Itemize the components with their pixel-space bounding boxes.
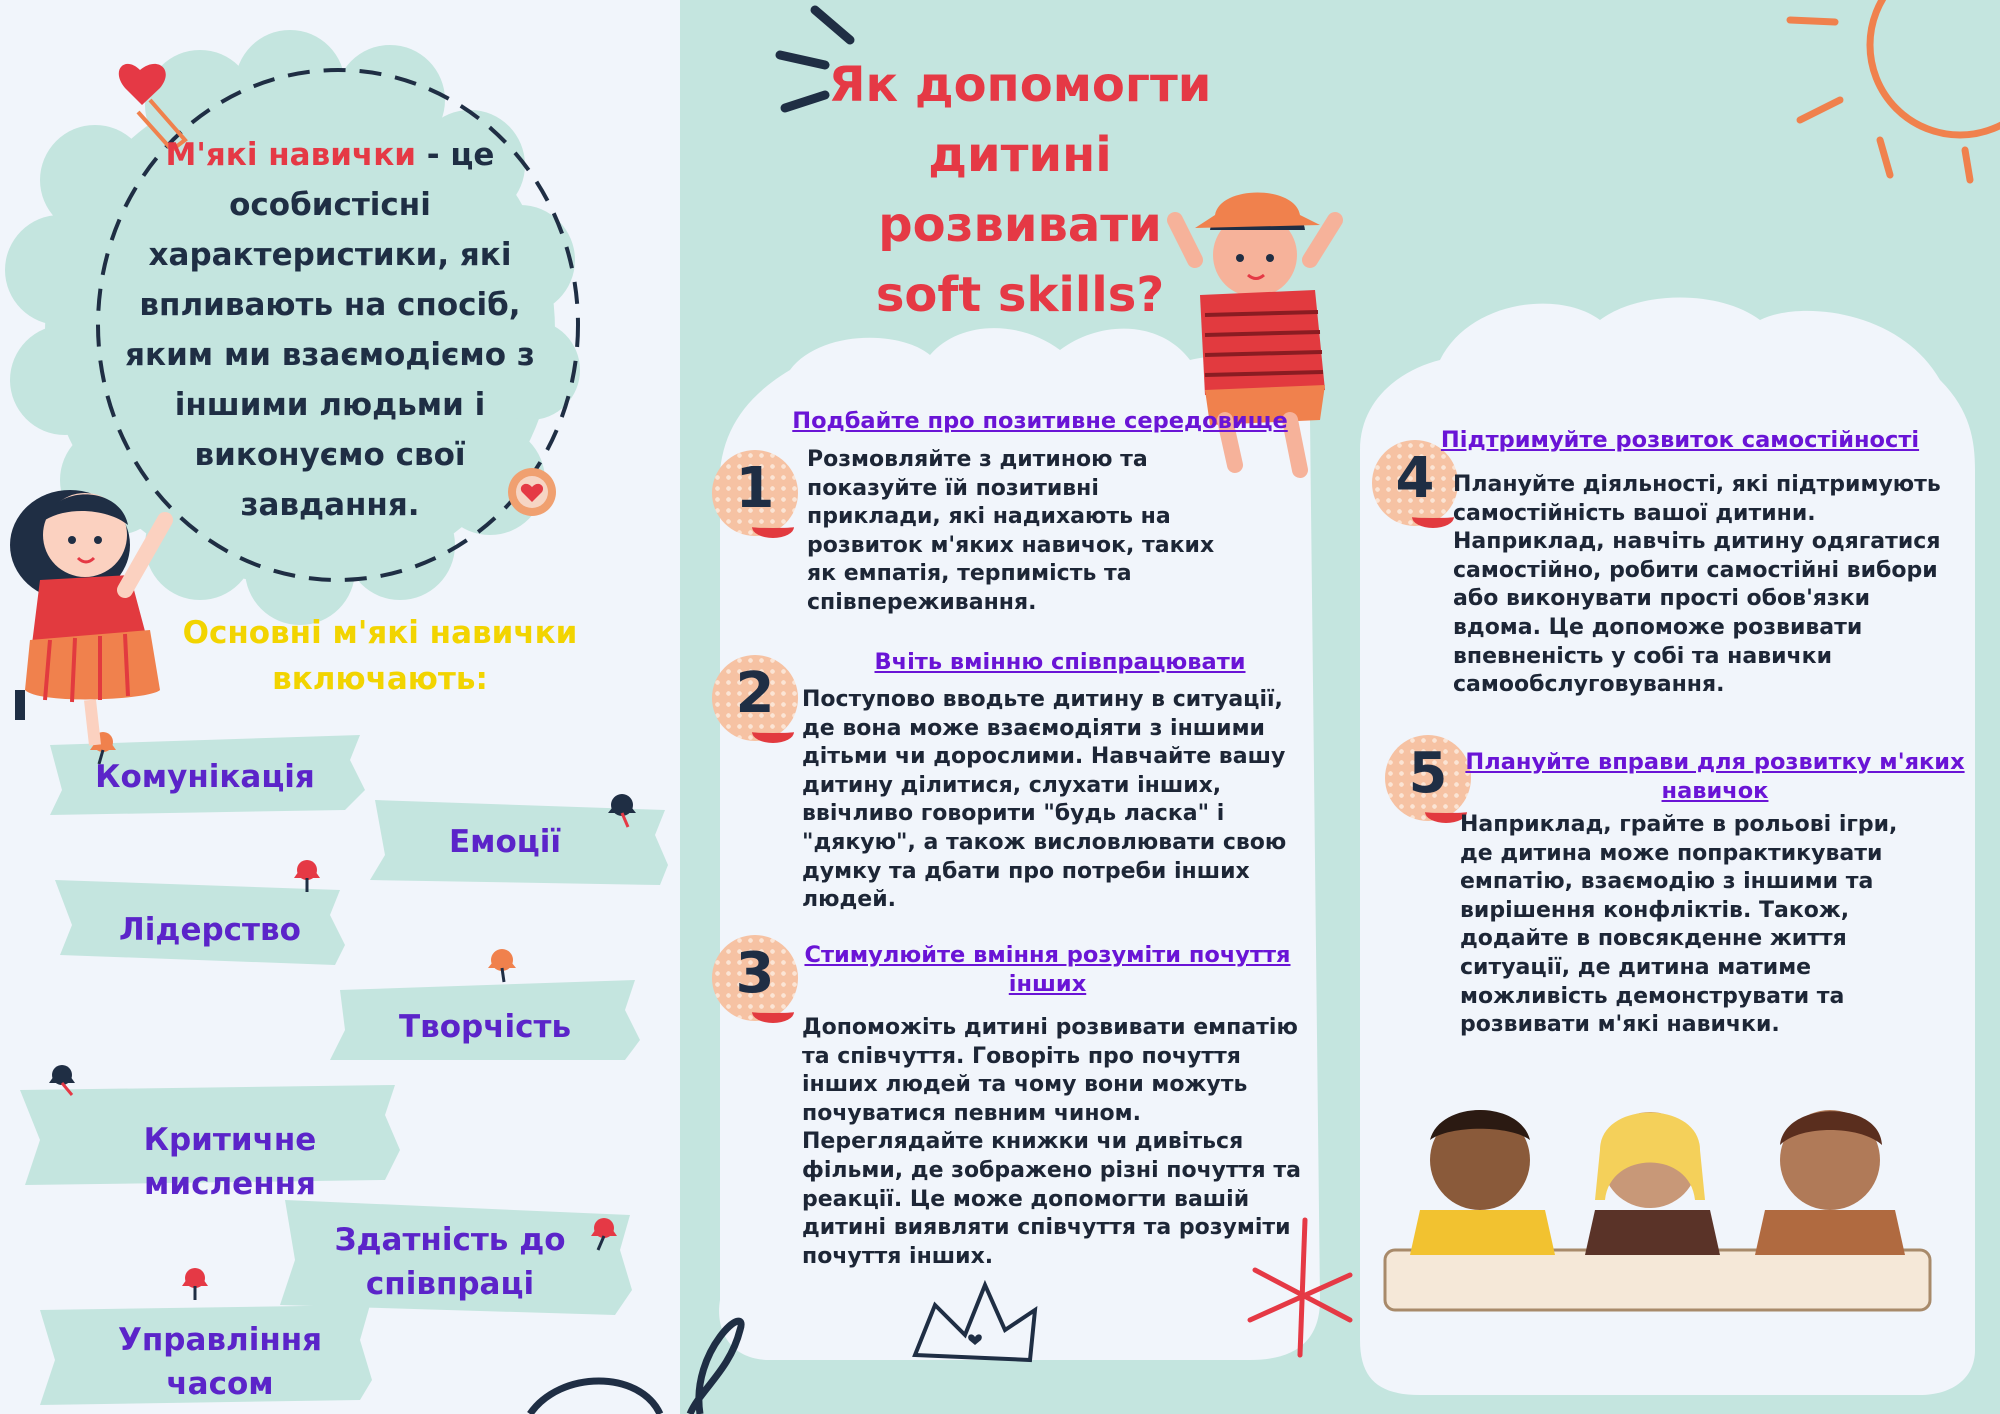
- sun-icon: [1790, 0, 2000, 180]
- skill-time-management: Управління часом: [117, 1322, 323, 1402]
- main-title: [760, 50, 1280, 330]
- tip-2-body: Поступово вводьте дитину в ситуації, де вона може взаємодіяти з іншими дітьми чи дорослими. Навчайте вашу дитину ділитися, слухати інших, ввічливо говорити "будь ласка" і "дякую", а також висловлювати свою думку та дбати про потреби інших людей.: [802, 687, 1287, 913]
- skill-leadership: Лідерство: [119, 912, 301, 948]
- skills-heading: Основні м'які навички включають:: [182, 615, 578, 697]
- skill-emotions: Емоції: [448, 824, 562, 860]
- tip-number-2: 2: [712, 655, 798, 741]
- tip-1-body: Розмовляйте з дитиною та показуйте їй позитивні приклади, які надихають на розвиток м'яких навичок, таких як емпатія, терпимість та співпереживання.: [807, 447, 1215, 615]
- tip-number-5: 5: [1385, 735, 1471, 821]
- tip-number-3: 3: [712, 935, 798, 1021]
- tip-4-body: Плануйте діяльності, які підтримують самостійність вашої дитини. Наприклад, навчіть дитину одягатися самостійно, робити самостійні вибори або виконувати прості обов'язки вдома. Це допоможе розвивати впевненість у собі та навички самообслуговування.: [1453, 472, 1941, 698]
- skill-critical-thinking: Критичне мислення: [143, 1122, 317, 1202]
- tip-number-4: 4: [1372, 440, 1458, 526]
- tip-1-title[interactable]: Подбайте про позитивне середовище: [792, 408, 1288, 434]
- tip-3-title[interactable]: Стимулюйте вміння розуміти почуття інших: [804, 942, 1291, 997]
- tip-3-body: Допоможіть дитині розвивати емпатію та співчуття. Говоріть про почуття інших людей та чому вони можуть почуватися певним чином. Переглядайте книжки чи дивіться фільми, де зображено різні почуття та реакції. Це може допомогти вашій дитині виявляти співчуття та розуміти почуття інших.: [802, 1015, 1301, 1269]
- skill-communication: Комунікація: [95, 759, 315, 795]
- intro-definition: [105, 130, 555, 530]
- skill-creativity: Творчість: [398, 1009, 572, 1045]
- kids-illustration: [1385, 1110, 1930, 1310]
- intro-rest: - це особистісні характеристики, які впливають на спосіб, яким ми взаємодіємо з іншими людьми і виконуємо свої завдання.: [125, 137, 535, 523]
- skill-cooperation: Здатність до співпраці: [334, 1222, 566, 1302]
- tip-2-title[interactable]: Вчіть вмінню співпрацювати: [874, 649, 1246, 675]
- main-title-line-3: розвивати: [878, 197, 1162, 253]
- main-title-line-1: Як допомогти: [828, 57, 1212, 113]
- intro-highlight: М'які навички: [165, 137, 416, 173]
- tip-5-body: Наприклад, грайте в рольові ігри, де дитина може попрактикувати емпатію, взаємодію з іншими та вирішення конфліктів. Також, додайте в повсякденне життя ситуації, де дитина матиме можливість демонструвати та розвивати м'які навички.: [1460, 812, 1898, 1038]
- main-title-line-4: soft skills?: [875, 267, 1165, 323]
- tip-5-title[interactable]: Плануйте вправи для розвитку м'яких навичок: [1465, 749, 1965, 804]
- tip-number-1: 1: [712, 450, 798, 536]
- swirl-decoration: [530, 1321, 741, 1414]
- tip-4-title[interactable]: Підтримуйте розвиток самостійності: [1440, 427, 1920, 453]
- main-title-line-2: дитині: [928, 127, 1112, 183]
